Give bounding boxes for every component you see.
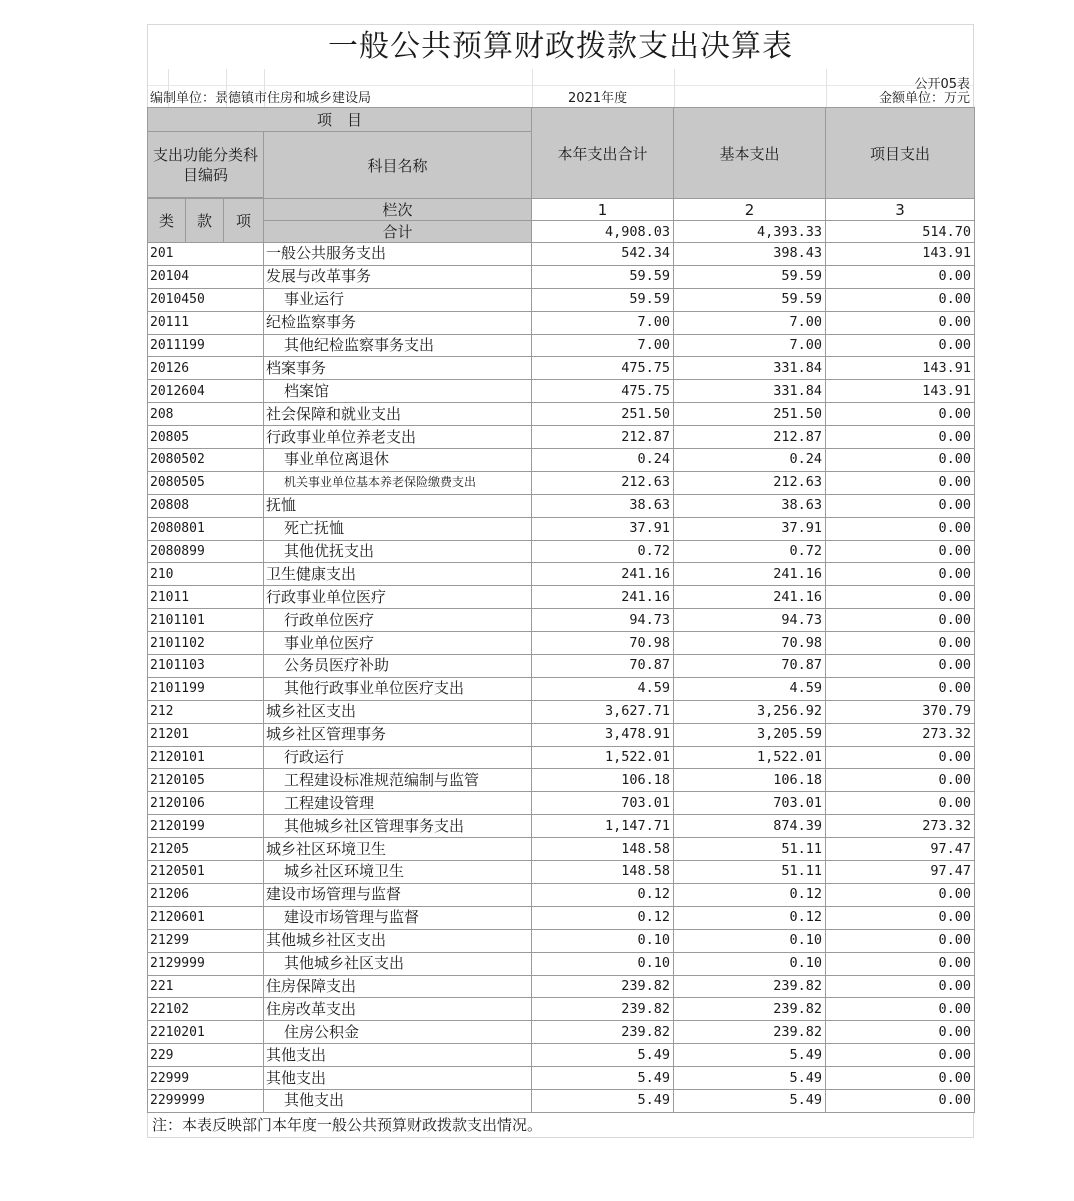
row-total: 5.49 bbox=[532, 1067, 674, 1090]
row-code: 2120501 bbox=[148, 861, 264, 884]
row-project: 370.79 bbox=[826, 700, 975, 723]
row-basic: 5.49 bbox=[674, 1067, 826, 1090]
row-basic: 5.49 bbox=[674, 1089, 826, 1112]
row-code: 2120106 bbox=[148, 792, 264, 815]
row-project: 0.00 bbox=[826, 975, 975, 998]
row-project: 0.00 bbox=[826, 632, 975, 655]
row-basic: 51.11 bbox=[674, 861, 826, 884]
col-index-3: 3 bbox=[826, 199, 975, 221]
row-project: 0.00 bbox=[826, 655, 975, 678]
row-code: 2080502 bbox=[148, 449, 264, 472]
row-subject-name: 其他行政事业单位医疗支出 bbox=[264, 677, 532, 700]
row-project: 0.00 bbox=[826, 609, 975, 632]
row-total: 241.16 bbox=[532, 586, 674, 609]
row-code: 21299 bbox=[148, 929, 264, 952]
table-row bbox=[148, 906, 975, 929]
row-project: 0.00 bbox=[826, 494, 975, 517]
row-project: 0.00 bbox=[826, 677, 975, 700]
table-row bbox=[148, 883, 975, 906]
row-basic: 331.84 bbox=[674, 380, 826, 403]
table-row bbox=[148, 380, 975, 403]
sum-project: 514.70 bbox=[826, 221, 975, 243]
sum-basic: 4,393.33 bbox=[674, 221, 826, 243]
table-row bbox=[148, 632, 975, 655]
row-basic: 7.00 bbox=[674, 334, 826, 357]
header-subject-name: 科目名称 bbox=[264, 132, 532, 199]
row-subject-name: 行政事业单位养老支出 bbox=[264, 426, 532, 449]
row-total: 3,478.91 bbox=[532, 723, 674, 746]
row-code: 20805 bbox=[148, 426, 264, 449]
row-code: 20126 bbox=[148, 357, 264, 380]
expenditure-table bbox=[147, 107, 975, 1113]
row-subject-name: 档案馆 bbox=[264, 380, 532, 403]
table-row bbox=[148, 1021, 975, 1044]
row-basic: 251.50 bbox=[674, 403, 826, 426]
row-subject-name: 其他城乡社区支出 bbox=[264, 952, 532, 975]
row-subject-name: 事业单位医疗 bbox=[264, 632, 532, 655]
row-subject-name: 住房公积金 bbox=[264, 1021, 532, 1044]
row-code: 2012604 bbox=[148, 380, 264, 403]
row-code: 20808 bbox=[148, 494, 264, 517]
row-project: 0.00 bbox=[826, 1044, 975, 1067]
row-code: 2120199 bbox=[148, 815, 264, 838]
row-code: 2120101 bbox=[148, 746, 264, 769]
row-subject-name: 城乡社区支出 bbox=[264, 700, 532, 723]
row-project: 0.00 bbox=[826, 563, 975, 586]
row-subject-name: 其他优抚支出 bbox=[264, 540, 532, 563]
table-row bbox=[148, 1044, 975, 1067]
row-basic: 70.87 bbox=[674, 655, 826, 678]
header-project: 项目支出 bbox=[826, 108, 975, 199]
amount-unit: 金额单位：万元 bbox=[878, 91, 970, 106]
sum-total: 4,908.03 bbox=[532, 221, 674, 243]
header-item: 项 目 bbox=[148, 108, 532, 132]
table-row bbox=[148, 471, 975, 494]
row-basic: 94.73 bbox=[674, 609, 826, 632]
row-total: 37.91 bbox=[532, 517, 674, 540]
row-basic: 5.49 bbox=[674, 1044, 826, 1067]
row-code: 2101199 bbox=[148, 677, 264, 700]
row-subject-name: 工程建设标准规范编制与监管 bbox=[264, 769, 532, 792]
row-project: 0.00 bbox=[826, 540, 975, 563]
row-subject-name: 档案事务 bbox=[264, 357, 532, 380]
row-code: 2129999 bbox=[148, 952, 264, 975]
table-row bbox=[148, 929, 975, 952]
row-project: 0.00 bbox=[826, 311, 975, 334]
header-lanci: 栏次 bbox=[264, 199, 532, 221]
row-subject-name: 行政单位医疗 bbox=[264, 609, 532, 632]
row-subject-name: 建设市场管理与监督 bbox=[264, 883, 532, 906]
row-project: 0.00 bbox=[826, 792, 975, 815]
row-subject-name: 住房改革支出 bbox=[264, 998, 532, 1021]
row-subject-name: 城乡社区环境卫生 bbox=[264, 861, 532, 884]
row-total: 0.10 bbox=[532, 929, 674, 952]
row-code: 2120601 bbox=[148, 906, 264, 929]
row-total: 0.72 bbox=[532, 540, 674, 563]
row-project: 0.00 bbox=[826, 586, 975, 609]
table-row bbox=[148, 1067, 975, 1090]
header-lei: 类 bbox=[148, 199, 186, 243]
row-basic: 7.00 bbox=[674, 311, 826, 334]
row-project: 0.00 bbox=[826, 403, 975, 426]
row-project: 0.00 bbox=[826, 906, 975, 929]
row-code: 21201 bbox=[148, 723, 264, 746]
row-subject-name: 行政事业单位医疗 bbox=[264, 586, 532, 609]
table-row bbox=[148, 586, 975, 609]
row-basic: 0.12 bbox=[674, 906, 826, 929]
row-total: 0.24 bbox=[532, 449, 674, 472]
row-total: 148.58 bbox=[532, 838, 674, 861]
row-total: 251.50 bbox=[532, 403, 674, 426]
table-row bbox=[148, 952, 975, 975]
row-total: 7.00 bbox=[532, 311, 674, 334]
row-total: 38.63 bbox=[532, 494, 674, 517]
row-total: 59.59 bbox=[532, 288, 674, 311]
table-row bbox=[148, 838, 975, 861]
row-subject-name: 社会保障和就业支出 bbox=[264, 403, 532, 426]
row-project: 0.00 bbox=[826, 517, 975, 540]
row-basic: 874.39 bbox=[674, 815, 826, 838]
row-total: 212.87 bbox=[532, 426, 674, 449]
row-subject-name: 其他城乡社区管理事务支出 bbox=[264, 815, 532, 838]
row-subject-name: 其他支出 bbox=[264, 1089, 532, 1112]
row-basic: 38.63 bbox=[674, 494, 826, 517]
table-row bbox=[148, 975, 975, 998]
row-subject-name: 其他城乡社区支出 bbox=[264, 929, 532, 952]
row-subject-name: 一般公共服务支出 bbox=[264, 243, 532, 266]
row-code: 20104 bbox=[148, 265, 264, 288]
row-code: 2080801 bbox=[148, 517, 264, 540]
table-row bbox=[148, 288, 975, 311]
table-row bbox=[148, 655, 975, 678]
row-basic: 212.63 bbox=[674, 471, 826, 494]
data-rows bbox=[148, 243, 975, 1113]
row-total: 239.82 bbox=[532, 1021, 674, 1044]
row-total: 59.59 bbox=[532, 265, 674, 288]
table-row bbox=[148, 517, 975, 540]
row-total: 241.16 bbox=[532, 563, 674, 586]
row-basic: 0.10 bbox=[674, 929, 826, 952]
row-code: 201 bbox=[148, 243, 264, 266]
row-total: 0.10 bbox=[532, 952, 674, 975]
row-subject-name: 卫生健康支出 bbox=[264, 563, 532, 586]
row-project: 0.00 bbox=[826, 426, 975, 449]
table-row bbox=[148, 563, 975, 586]
row-basic: 0.72 bbox=[674, 540, 826, 563]
row-subject-name: 工程建设管理 bbox=[264, 792, 532, 815]
row-project: 0.00 bbox=[826, 769, 975, 792]
header-code-group: 支出功能分类科目编码 bbox=[148, 132, 264, 198]
row-project: 143.91 bbox=[826, 243, 975, 266]
row-basic: 703.01 bbox=[674, 792, 826, 815]
row-basic: 51.11 bbox=[674, 838, 826, 861]
row-project: 0.00 bbox=[826, 929, 975, 952]
row-total: 0.12 bbox=[532, 883, 674, 906]
table-row bbox=[148, 1089, 975, 1112]
row-project: 143.91 bbox=[826, 357, 975, 380]
row-basic: 239.82 bbox=[674, 998, 826, 1021]
row-total: 148.58 bbox=[532, 861, 674, 884]
row-subject-name: 其他纪检监察事务支出 bbox=[264, 334, 532, 357]
row-total: 94.73 bbox=[532, 609, 674, 632]
row-project: 0.00 bbox=[826, 1021, 975, 1044]
row-total: 4.59 bbox=[532, 677, 674, 700]
row-basic: 59.59 bbox=[674, 265, 826, 288]
row-basic: 59.59 bbox=[674, 288, 826, 311]
table-row bbox=[148, 311, 975, 334]
row-subject-name: 住房保障支出 bbox=[264, 975, 532, 998]
row-code: 210 bbox=[148, 563, 264, 586]
col-index-2: 2 bbox=[674, 199, 826, 221]
table-row bbox=[148, 540, 975, 563]
table-row bbox=[148, 998, 975, 1021]
row-code: 2080899 bbox=[148, 540, 264, 563]
row-basic: 3,256.92 bbox=[674, 700, 826, 723]
row-code: 229 bbox=[148, 1044, 264, 1067]
row-subject-name: 其他支出 bbox=[264, 1067, 532, 1090]
header-xiang: 项 bbox=[224, 199, 264, 243]
row-subject-name: 公务员医疗补助 bbox=[264, 655, 532, 678]
row-subject-name: 抚恤 bbox=[264, 494, 532, 517]
row-basic: 0.10 bbox=[674, 952, 826, 975]
table-row bbox=[148, 265, 975, 288]
footnote: 注：本表反映部门本年度一般公共预算财政拨款支出情况。 bbox=[147, 1113, 974, 1138]
row-code: 21011 bbox=[148, 586, 264, 609]
row-total: 239.82 bbox=[532, 998, 674, 1021]
form-number: 公开05表 bbox=[914, 77, 970, 92]
row-total: 1,522.01 bbox=[532, 746, 674, 769]
table-row bbox=[148, 609, 975, 632]
row-code: 2101103 bbox=[148, 655, 264, 678]
row-basic: 4.59 bbox=[674, 677, 826, 700]
row-subject-name: 发展与改革事务 bbox=[264, 265, 532, 288]
table-row bbox=[148, 723, 975, 746]
compiling-unit: 编制单位：景德镇市住房和城乡建设局 bbox=[150, 91, 372, 106]
table-row bbox=[148, 449, 975, 472]
row-code: 2080505 bbox=[148, 471, 264, 494]
sum-label: 合计 bbox=[264, 221, 532, 243]
table-row bbox=[148, 792, 975, 815]
row-total: 70.98 bbox=[532, 632, 674, 655]
row-project: 0.00 bbox=[826, 1067, 975, 1090]
row-total: 0.12 bbox=[532, 906, 674, 929]
row-project: 0.00 bbox=[826, 471, 975, 494]
page-title: 一般公共预算财政拨款支出决算表 bbox=[147, 24, 974, 69]
header-total: 本年支出合计 bbox=[532, 108, 674, 199]
row-total: 1,147.71 bbox=[532, 815, 674, 838]
row-subject-name: 城乡社区管理事务 bbox=[264, 723, 532, 746]
row-basic: 398.43 bbox=[674, 243, 826, 266]
row-subject-name: 事业运行 bbox=[264, 288, 532, 311]
row-code: 22999 bbox=[148, 1067, 264, 1090]
meta-bar bbox=[147, 69, 974, 107]
row-code: 2120105 bbox=[148, 769, 264, 792]
row-project: 273.32 bbox=[826, 723, 975, 746]
row-total: 7.00 bbox=[532, 334, 674, 357]
table-row bbox=[148, 243, 975, 266]
row-project: 0.00 bbox=[826, 449, 975, 472]
row-subject-name: 建设市场管理与监督 bbox=[264, 906, 532, 929]
header-kuan: 款 bbox=[186, 199, 224, 243]
row-code: 21206 bbox=[148, 883, 264, 906]
row-basic: 37.91 bbox=[674, 517, 826, 540]
row-total: 5.49 bbox=[532, 1044, 674, 1067]
row-basic: 106.18 bbox=[674, 769, 826, 792]
table-row bbox=[148, 746, 975, 769]
row-total: 212.63 bbox=[532, 471, 674, 494]
row-code: 21205 bbox=[148, 838, 264, 861]
row-project: 0.00 bbox=[826, 883, 975, 906]
row-project: 0.00 bbox=[826, 1089, 975, 1112]
row-code: 2210201 bbox=[148, 1021, 264, 1044]
table-row bbox=[148, 815, 975, 838]
row-subject-name: 机关事业单位基本养老保险缴费支出 bbox=[264, 471, 532, 494]
row-code: 2101102 bbox=[148, 632, 264, 655]
row-code: 2101101 bbox=[148, 609, 264, 632]
row-project: 0.00 bbox=[826, 746, 975, 769]
row-basic: 70.98 bbox=[674, 632, 826, 655]
row-basic: 212.87 bbox=[674, 426, 826, 449]
row-subject-name: 其他支出 bbox=[264, 1044, 532, 1067]
row-project: 143.91 bbox=[826, 380, 975, 403]
row-basic: 3,205.59 bbox=[674, 723, 826, 746]
row-project: 0.00 bbox=[826, 998, 975, 1021]
table-row bbox=[148, 861, 975, 884]
table-row bbox=[148, 357, 975, 380]
row-basic: 239.82 bbox=[674, 975, 826, 998]
row-code: 20111 bbox=[148, 311, 264, 334]
row-project: 0.00 bbox=[826, 265, 975, 288]
row-code: 212 bbox=[148, 700, 264, 723]
row-code: 2010450 bbox=[148, 288, 264, 311]
row-project: 97.47 bbox=[826, 861, 975, 884]
row-project: 273.32 bbox=[826, 815, 975, 838]
row-code: 2299999 bbox=[148, 1089, 264, 1112]
row-project: 0.00 bbox=[826, 334, 975, 357]
table-row bbox=[148, 403, 975, 426]
row-basic: 241.16 bbox=[674, 563, 826, 586]
budget-sheet bbox=[147, 24, 974, 1138]
row-project: 0.00 bbox=[826, 952, 975, 975]
table-row bbox=[148, 769, 975, 792]
row-subject-name: 事业单位离退休 bbox=[264, 449, 532, 472]
col-index-1: 1 bbox=[532, 199, 674, 221]
table-row bbox=[148, 700, 975, 723]
row-basic: 241.16 bbox=[674, 586, 826, 609]
row-code: 22102 bbox=[148, 998, 264, 1021]
row-basic: 239.82 bbox=[674, 1021, 826, 1044]
row-total: 542.34 bbox=[532, 243, 674, 266]
row-total: 5.49 bbox=[532, 1089, 674, 1112]
row-total: 475.75 bbox=[532, 380, 674, 403]
table-row bbox=[148, 677, 975, 700]
row-total: 475.75 bbox=[532, 357, 674, 380]
row-total: 703.01 bbox=[532, 792, 674, 815]
row-basic: 0.24 bbox=[674, 449, 826, 472]
row-subject-name: 纪检监察事务 bbox=[264, 311, 532, 334]
row-project: 0.00 bbox=[826, 288, 975, 311]
row-basic: 1,522.01 bbox=[674, 746, 826, 769]
row-total: 3,627.71 bbox=[532, 700, 674, 723]
row-code: 221 bbox=[148, 975, 264, 998]
row-basic: 0.12 bbox=[674, 883, 826, 906]
row-code: 2011199 bbox=[148, 334, 264, 357]
row-basic: 331.84 bbox=[674, 357, 826, 380]
row-subject-name: 城乡社区环境卫生 bbox=[264, 838, 532, 861]
table-row bbox=[148, 426, 975, 449]
row-code: 208 bbox=[148, 403, 264, 426]
row-subject-name: 死亡抚恤 bbox=[264, 517, 532, 540]
table-row bbox=[148, 494, 975, 517]
row-total: 70.87 bbox=[532, 655, 674, 678]
row-total: 239.82 bbox=[532, 975, 674, 998]
row-subject-name: 行政运行 bbox=[264, 746, 532, 769]
fiscal-year: 2021年度 bbox=[568, 91, 628, 106]
row-project: 97.47 bbox=[826, 838, 975, 861]
table-row bbox=[148, 334, 975, 357]
header-basic: 基本支出 bbox=[674, 108, 826, 199]
row-total: 106.18 bbox=[532, 769, 674, 792]
